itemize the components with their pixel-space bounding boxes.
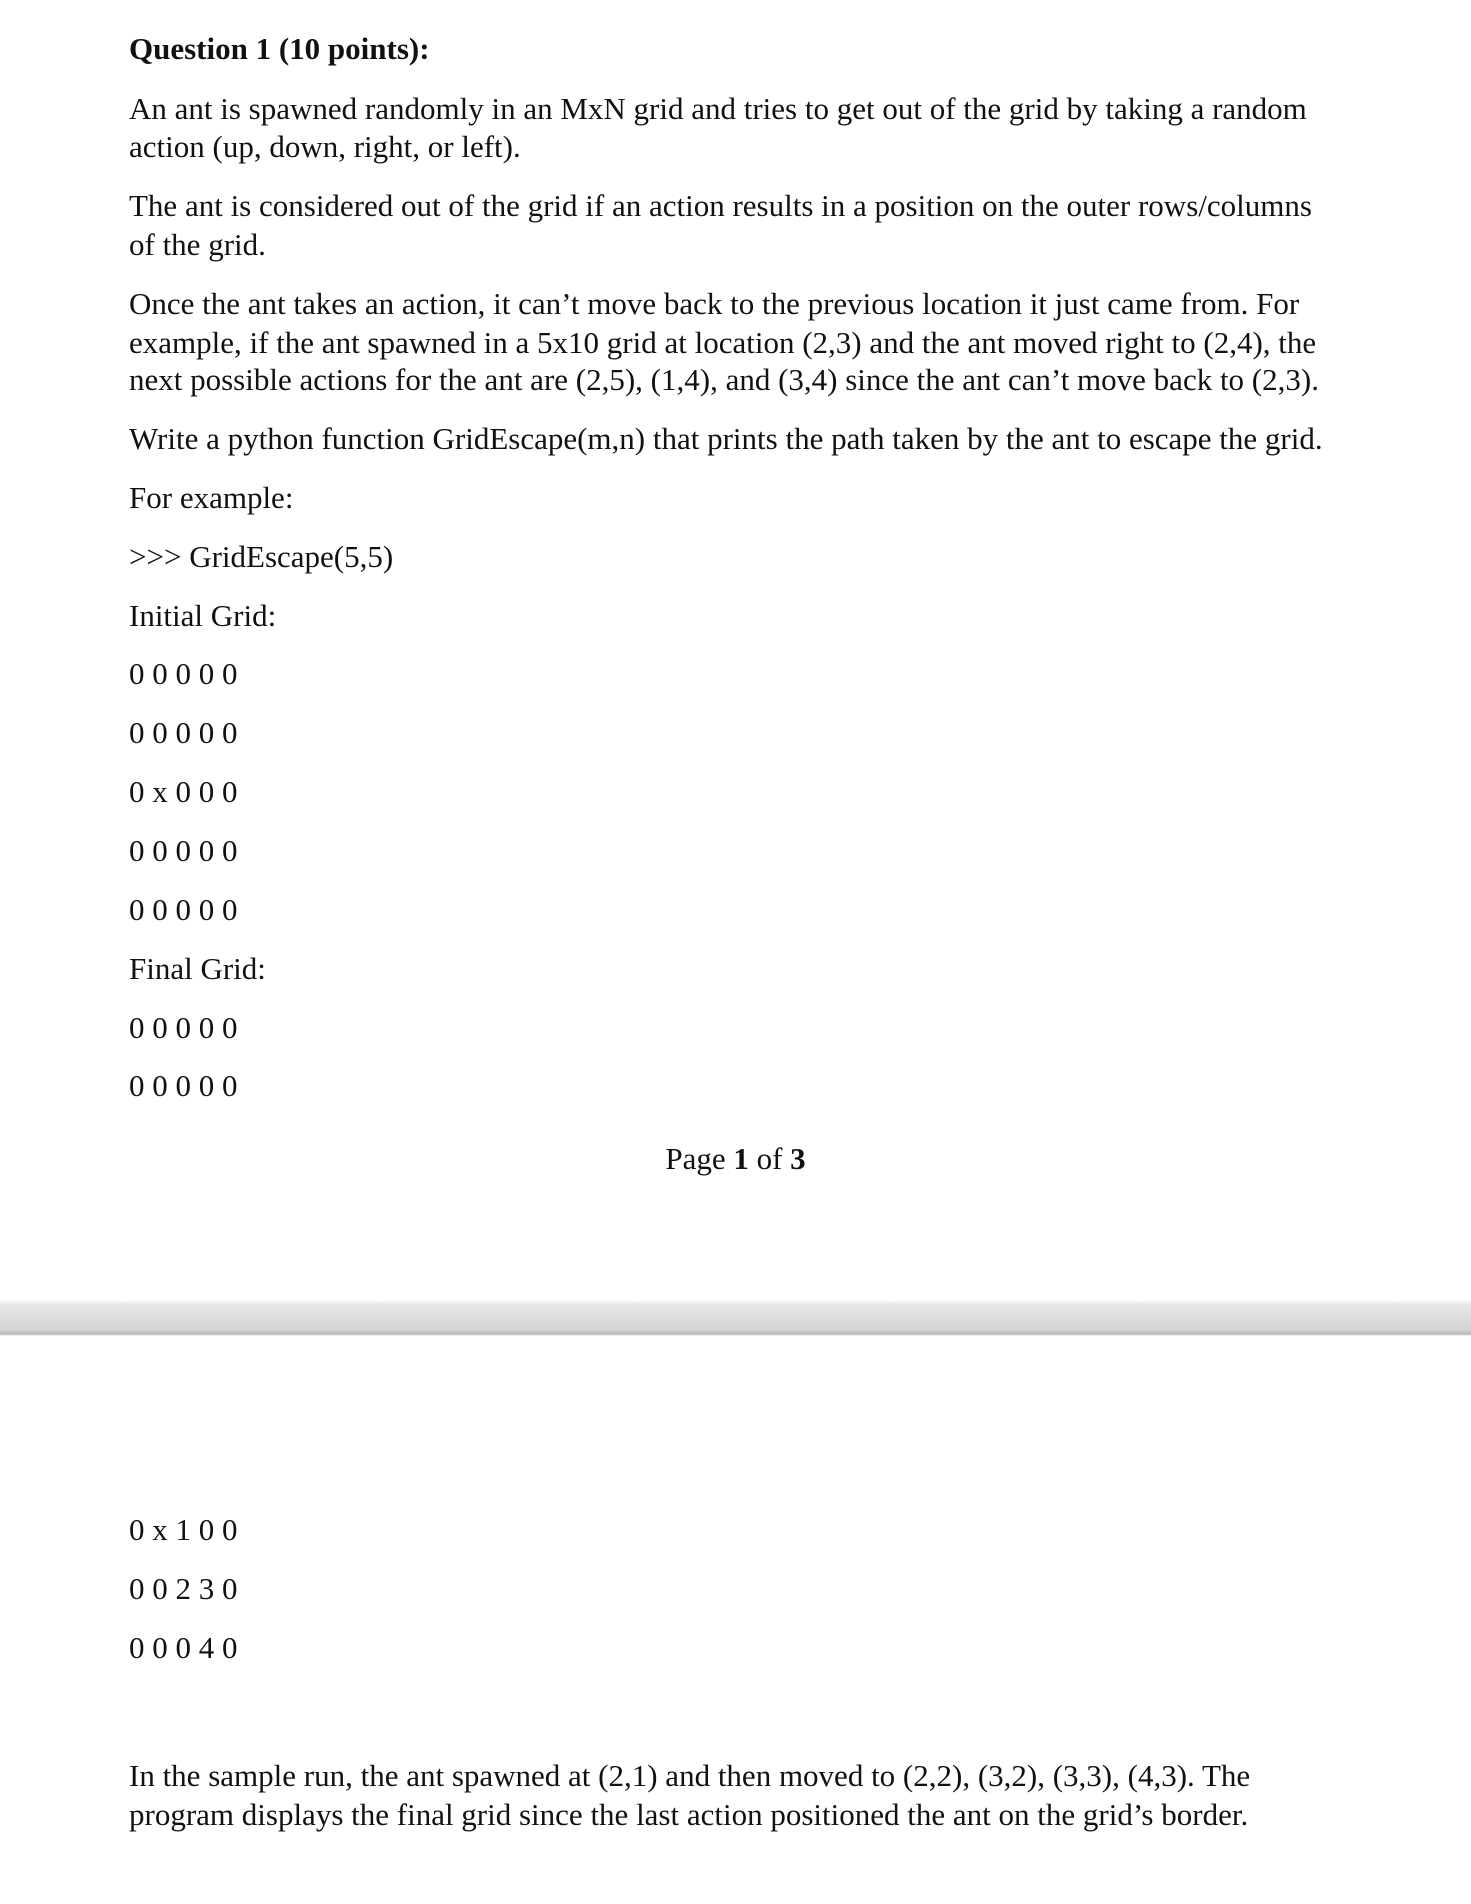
final-grid-row: 0 0 0 4 0	[129, 1630, 238, 1665]
paragraph-2-line-2: of the grid.	[129, 227, 266, 262]
final-grid-row: 0 x 1 0 0	[129, 1512, 238, 1547]
paragraph-3-line-2: example, if the ant spawned in a 5x10 grid at location (2,3) and the ant moved right to (2,4), the	[129, 325, 1317, 360]
for-example-label: For example:	[129, 480, 294, 515]
paragraph-4: Write a python function GridEscape(m,n) that prints the path taken by the ant to escape the grid.	[129, 421, 1323, 456]
page-footer-of: of	[748, 1141, 791, 1176]
final-grid-label: Final Grid:	[129, 951, 266, 986]
initial-grid-row: 0 x 0 0 0	[129, 774, 238, 809]
paragraph-2-line-1: The ant is considered out of the grid if an action results in a position on the outer rows/columns	[129, 188, 1312, 223]
example-command: >>> GridEscape(5,5)	[129, 539, 394, 574]
question-title: Question 1 (10 points):	[129, 31, 430, 66]
initial-grid-row: 0 0 0 0 0	[129, 833, 238, 868]
initial-grid-label: Initial Grid:	[129, 598, 277, 633]
page-footer	[0, 1139, 1471, 1178]
explanation-line-1: In the sample run, the ant spawned at (2,1) and then moved to (2,2), (3,2), (3,3), (4,3). The	[129, 1758, 1251, 1793]
page-current-number: 1	[733, 1141, 749, 1176]
final-grid-row: 0 0 0 0 0	[129, 1068, 238, 1103]
explanation-line-2: program displays the final grid since the last action positioned the ant on the grid’s border.	[129, 1797, 1249, 1832]
paragraph-1-line-1: An ant is spawned randomly in an MxN grid and tries to get out of the grid by taking a random	[129, 91, 1307, 126]
final-grid-row: 0 0 2 3 0	[129, 1571, 238, 1606]
paragraph-1-line-2: action (up, down, right, or left).	[129, 129, 521, 164]
page-footer-prefix: Page	[665, 1141, 734, 1176]
page-total-number: 3	[790, 1141, 806, 1176]
initial-grid-row: 0 0 0 0 0	[129, 715, 238, 750]
initial-grid-row: 0 0 0 0 0	[129, 892, 238, 927]
final-grid-row: 0 0 0 0 0	[129, 1010, 238, 1045]
paragraph-3-line-1: Once the ant takes an action, it can’t move back to the previous location it just came from. For	[129, 286, 1300, 321]
initial-grid-row: 0 0 0 0 0	[129, 656, 238, 691]
page-2	[0, 1336, 1471, 1904]
paragraph-3-line-3: next possible actions for the ant are (2,5), (1,4), and (3,4) since the ant can’t move back to (2,3).	[129, 362, 1319, 397]
page-separator	[0, 1300, 1471, 1336]
